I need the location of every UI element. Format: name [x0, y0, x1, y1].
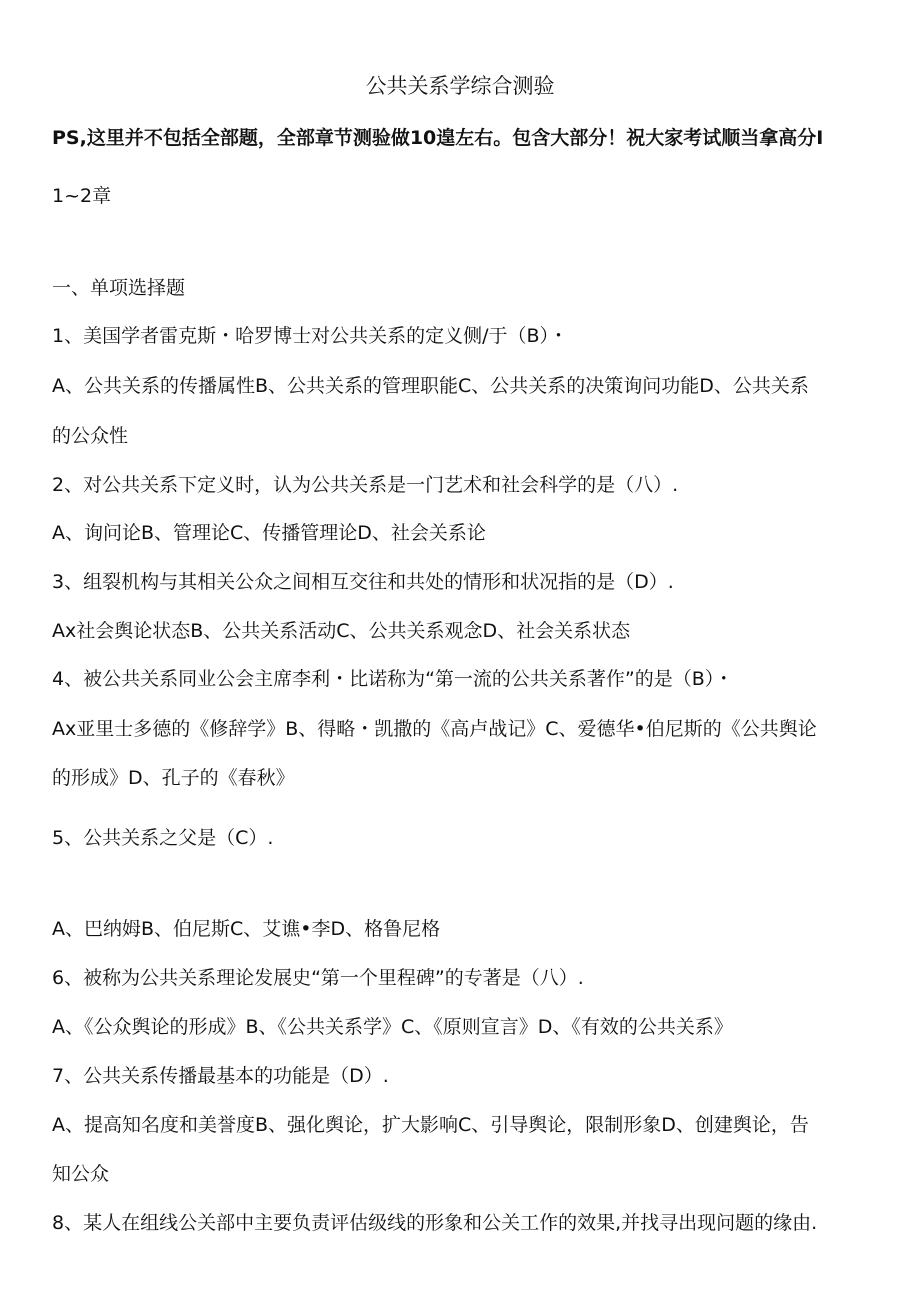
question-2-stem: 2、对公共关系下定义时，认为公共关系是一门艺术和社会科学的是（八）. — [52, 474, 679, 496]
question-7-options: A、提高知名度和美誉度B、强化舆论，扩大影响C、引导舆论，限制形象D、创建舆论，告 — [52, 1114, 809, 1136]
question-5-stem: 5、公共关系之父是（C）. — [52, 827, 274, 849]
section-heading: 一、单项选择题 — [52, 277, 186, 299]
question-3-options: Ax社会舆论状态B、公共关系活动C、公共关系观念D、社会关系状态 — [52, 620, 631, 642]
question-3-stem: 3、组裂机构与其相关公众之间相互交往和共处的情形和状况指的是（D）. — [52, 571, 674, 593]
question-4-options-cont: 的形成》D、孔子的《春秋》 — [52, 767, 295, 789]
question-1-options: A、公共关系的传播属性B、公共关系的管理职能C、公共关系的决策询问功能D、公共关系 — [52, 375, 809, 397]
question-7-options-cont: 知公众 — [52, 1163, 110, 1185]
intro-note: PS,这里并不包括全部题，全部章节测验做10遑左右。包含大部分！祝大家考试顺当拿高分I — [52, 127, 824, 149]
chapter-label: 1~2章 — [52, 185, 112, 207]
question-7-stem: 7、公共关系传播最基本的功能是（D）. — [52, 1065, 389, 1087]
question-8-stem: 8、某人在组线公关部中主要负责评估级线的形象和公关工作的效果,并找寻出现问题的缘由. — [52, 1212, 818, 1234]
question-1-stem: 1、美国学者雷克斯・哈罗博士对公共关系的定义侧/于（B）・ — [52, 325, 569, 347]
document-title: 公共关系学综合测验 — [365, 74, 555, 98]
question-1-options-cont: 的公众性 — [52, 425, 129, 447]
question-4-stem: 4、被公共关系同业公会主席李利・比诺称为“第一流的公共关系著作”的是（B）・ — [52, 668, 734, 690]
question-6-options: A、《公众舆论的形成》B、《公共关系学》C、《原则宣言》D、《有效的公共关系》 — [52, 1016, 733, 1038]
question-5-options: A、巴纳姆B、伯尼斯C、艾谯•李D、格鲁尼格 — [52, 918, 441, 940]
question-6-stem: 6、被称为公共关系理论发展史“第一个里程碑”的专著是（八）. — [52, 967, 584, 989]
question-2-options: A、询问论B、管理论C、传播管理论D、社会关系论 — [52, 522, 486, 544]
question-4-options: Ax亚里士多德的《修辞学》B、得略・凯撒的《高卢战记》C、爱德华•伯尼斯的《公共舆论 — [52, 718, 817, 740]
